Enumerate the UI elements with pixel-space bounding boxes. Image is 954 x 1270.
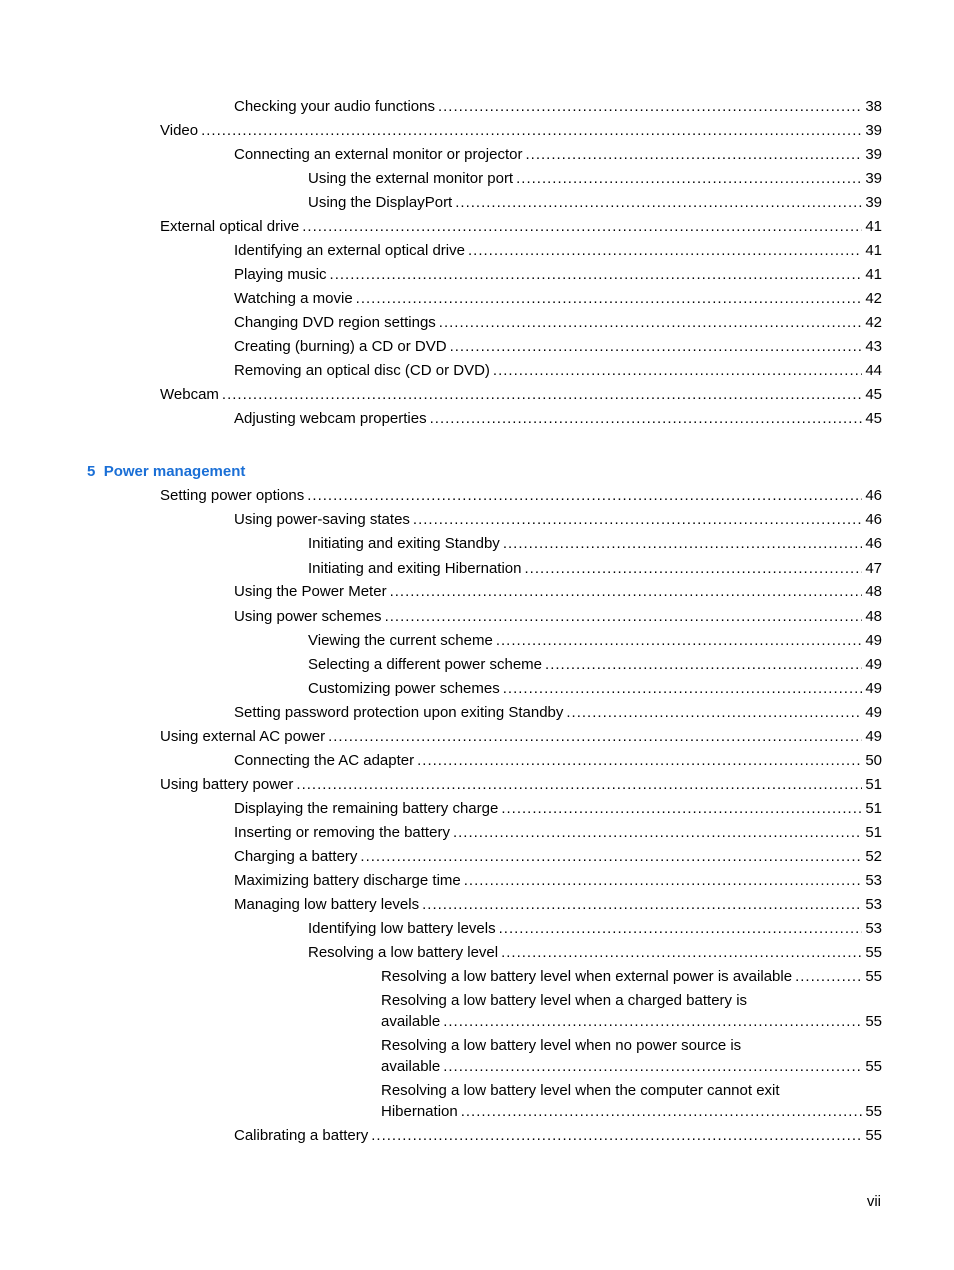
toc-entry[interactable]: [234, 264, 882, 285]
chapter-heading[interactable]: [87, 462, 245, 482]
toc-leader: [356, 288, 863, 309]
toc-page-number: 53: [865, 920, 882, 937]
toc-entry[interactable]: [381, 990, 882, 1032]
toc-leader: [422, 894, 862, 915]
toc-entry-label: Playing music: [234, 266, 327, 283]
toc-entry[interactable]: [234, 336, 882, 357]
toc-entry-label: Watching a movie: [234, 290, 353, 307]
toc-entry-label: Adjusting webcam properties: [234, 410, 427, 427]
toc-entry[interactable]: [381, 1080, 882, 1122]
toc-entry-label-continued: available: [381, 1013, 441, 1030]
toc-leader: [438, 96, 862, 117]
toc-page-number: 51: [865, 776, 882, 793]
toc-leader: [439, 312, 863, 333]
toc-page-number: 42: [865, 290, 882, 307]
toc-page-number: 55: [865, 1127, 882, 1144]
toc-entry[interactable]: [381, 966, 882, 987]
toc-page-number: 51: [865, 824, 882, 841]
toc-page-number: 49: [865, 704, 882, 721]
toc-entry-label: Displaying the remaining battery charge: [234, 800, 499, 817]
toc-page-number: 41: [865, 218, 882, 235]
toc-page-number: 53: [865, 896, 882, 913]
toc-leader: [501, 942, 862, 963]
toc-page-number: 43: [865, 338, 882, 355]
toc-page-number: 55: [865, 944, 882, 961]
toc-entry-label: Using the external monitor port: [308, 170, 514, 187]
toc-page-number: 51: [865, 800, 882, 817]
toc-leader: [307, 485, 862, 506]
toc-leader: [496, 630, 862, 651]
toc-entry[interactable]: [234, 312, 882, 333]
toc-entry[interactable]: [234, 798, 882, 819]
toc-entry-label: Inserting or removing the battery: [234, 824, 450, 841]
toc-leader: [413, 509, 862, 530]
toc-leader: [526, 144, 863, 165]
toc-page-number: 41: [865, 266, 882, 283]
toc-entry[interactable]: [308, 678, 882, 699]
toc-entry-label: Changing DVD region settings: [234, 314, 436, 331]
toc-entry-label: Using external AC power: [160, 728, 326, 745]
toc-leader: [499, 918, 863, 939]
toc-entry-label: Customizing power schemes: [308, 680, 500, 697]
toc-leader: [455, 192, 862, 213]
toc-page-number: 41: [865, 242, 882, 259]
toc-leader: [566, 702, 862, 723]
toc-page-number: 44: [865, 362, 882, 379]
toc-entry[interactable]: [308, 533, 882, 554]
toc-page-number: 46: [865, 511, 882, 528]
toc-page-number: 52: [865, 848, 882, 865]
toc-entry[interactable]: [308, 168, 882, 189]
toc-page-number: 53: [865, 872, 882, 889]
toc-page-number: 45: [865, 386, 882, 403]
toc-entry-label: Initiating and exiting Hibernation: [308, 560, 522, 577]
toc-entry-label: Connecting an external monitor or projector: [234, 146, 523, 163]
toc-leader: [201, 120, 862, 141]
toc-leader: [545, 654, 862, 675]
toc-page-number: 49: [865, 680, 882, 697]
toc-entry-label: Viewing the current scheme: [308, 632, 493, 649]
toc-entry-label: Calibrating a battery: [234, 1127, 369, 1144]
toc-entry-label-continued: Hibernation: [381, 1103, 458, 1120]
toc-entry-label: Selecting a different power scheme: [308, 656, 543, 673]
toc-entry[interactable]: [160, 216, 882, 237]
toc-entry-label: Setting power options: [160, 487, 305, 504]
toc-entry-label: Removing an optical disc (CD or DVD): [234, 362, 490, 379]
toc-page-number: 49: [865, 728, 882, 745]
toc-entry[interactable]: [308, 192, 882, 213]
toc-entry[interactable]: [234, 750, 882, 771]
toc-entry-label: Connecting the AC adapter: [234, 752, 415, 769]
toc-leader: [501, 798, 862, 819]
toc-entry-label: Charging a battery: [234, 848, 358, 865]
toc-leader: [795, 966, 862, 987]
toc-page-number: 55: [865, 1058, 882, 1075]
toc-entry[interactable]: [234, 1125, 882, 1146]
toc-entry[interactable]: [234, 240, 882, 261]
toc-page-number: 46: [865, 535, 882, 552]
toc-page-number: 45: [865, 410, 882, 427]
toc-leader: [468, 240, 862, 261]
toc-entry[interactable]: [381, 1035, 882, 1077]
toc-entry[interactable]: [160, 485, 882, 506]
toc-entry[interactable]: [234, 846, 882, 867]
toc-entry-label: Using power schemes: [234, 608, 382, 625]
toc-entry-label: Identifying low battery levels: [308, 920, 496, 937]
toc-page-number: 48: [865, 608, 882, 625]
toc-entry[interactable]: [160, 726, 882, 747]
chapter-number: 5: [87, 463, 96, 480]
toc-entry-label: Resolving a low battery level when no power source is: [381, 1037, 742, 1054]
toc-entry-label: Maximizing battery discharge time: [234, 872, 461, 889]
toc-entry[interactable]: [234, 702, 882, 723]
toc-entry[interactable]: [234, 360, 882, 381]
toc-entry[interactable]: [234, 822, 882, 843]
toc-page-number: 49: [865, 656, 882, 673]
toc-entry[interactable]: [234, 870, 882, 891]
toc-entry-label: Managing low battery levels: [234, 896, 420, 913]
toc-entry-label: External optical drive: [160, 218, 300, 235]
toc-entry[interactable]: [234, 144, 882, 165]
toc-entry-label: Webcam: [160, 386, 219, 403]
toc-entry[interactable]: [160, 384, 882, 405]
toc-entry[interactable]: [160, 120, 882, 141]
toc-page-number: 39: [865, 194, 882, 211]
toc-page-number: 38: [865, 98, 882, 115]
toc-leader: [464, 870, 863, 891]
toc-leader: [503, 678, 863, 699]
toc-leader: [503, 533, 863, 554]
toc-leader: [453, 822, 862, 843]
toc-entry[interactable]: [234, 509, 882, 530]
toc-leader: [360, 846, 862, 867]
toc-leader: [328, 726, 862, 747]
toc-page-number: 48: [865, 583, 882, 600]
toc-leader: [417, 750, 862, 771]
toc-entry-label: Creating (burning) a CD or DVD: [234, 338, 447, 355]
toc-leader: [330, 264, 863, 285]
chapter-title: Power management: [103, 463, 246, 480]
toc-leader: [493, 360, 862, 381]
toc-leader: [390, 581, 863, 602]
toc-leader: [450, 336, 863, 357]
toc-page-number: 42: [865, 314, 882, 331]
toc-entry-label: Video: [160, 122, 199, 139]
toc-entry-label: Using battery power: [160, 776, 294, 793]
toc-entry-label: Using power-saving states: [234, 511, 410, 528]
toc-entry-label: Resolving a low battery level when the computer cannot exit: [381, 1082, 780, 1099]
toc-leader: [516, 168, 862, 189]
toc-entry[interactable]: [234, 96, 882, 117]
toc-entry-label: Resolving a low battery level when external power is available: [381, 968, 793, 985]
toc-entry-label: Identifying an external optical drive: [234, 242, 465, 259]
toc-entry-label: Setting password protection upon exiting Standby: [234, 704, 564, 721]
page-number-footer: vii: [866, 1193, 881, 1210]
toc-leader: [296, 774, 862, 795]
toc-leader: [302, 216, 862, 237]
toc-entry[interactable]: [234, 894, 882, 915]
toc-leader: [524, 558, 862, 579]
toc-entry-label: Initiating and exiting Standby: [308, 535, 500, 552]
toc-page-number: 55: [865, 1103, 882, 1120]
toc-entry[interactable]: [308, 558, 882, 579]
toc-page-number: 46: [865, 487, 882, 504]
toc-leader: [371, 1125, 862, 1146]
toc-leader: [443, 1011, 862, 1032]
toc-leader: [430, 408, 863, 429]
toc-entry[interactable]: [160, 774, 882, 795]
toc-entry[interactable]: [234, 408, 882, 429]
toc-entry[interactable]: [234, 606, 882, 627]
toc-page-number: 55: [865, 1013, 882, 1030]
toc-page-number: 50: [865, 752, 882, 769]
toc-leader: [222, 384, 862, 405]
toc-leader: [443, 1056, 862, 1077]
toc-entry-label-continued: available: [381, 1058, 441, 1075]
toc-entry-label: Checking your audio functions: [234, 98, 435, 115]
toc-entry[interactable]: [308, 630, 882, 651]
toc-page-number: 39: [865, 146, 882, 163]
toc-page-number: 55: [865, 968, 882, 985]
toc-leader: [461, 1101, 863, 1122]
toc-leader: [385, 606, 863, 627]
toc-entry[interactable]: [308, 942, 882, 963]
toc-entry[interactable]: [234, 581, 882, 602]
toc-entry[interactable]: [234, 288, 882, 309]
toc-entry-label: Resolving a low battery level when a charged battery is: [381, 992, 748, 1009]
toc-entry-label: Resolving a low battery level: [308, 944, 499, 961]
toc-page-number: 47: [865, 560, 882, 577]
toc-entry[interactable]: [308, 654, 882, 675]
toc-entry-label: Using the DisplayPort: [308, 194, 453, 211]
toc-entry-label: Using the Power Meter: [234, 583, 387, 600]
toc-page-number: 49: [865, 632, 882, 649]
toc-page-number: 39: [865, 122, 882, 139]
toc-page-number: 39: [865, 170, 882, 187]
toc-entry[interactable]: [308, 918, 882, 939]
